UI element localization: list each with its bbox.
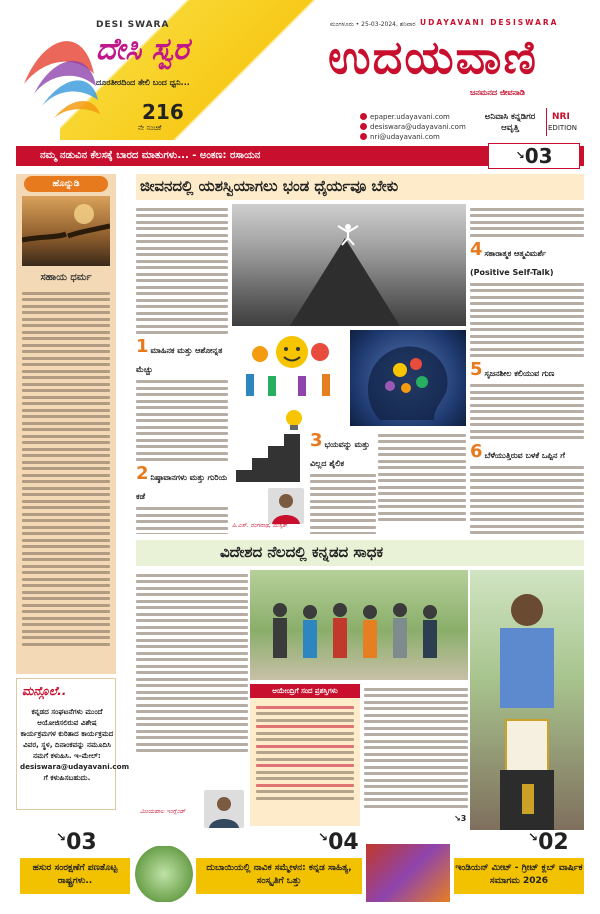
dance-performance-photo bbox=[366, 844, 450, 902]
contact-epaper[interactable]: epaper.udayavani.com bbox=[360, 112, 466, 122]
newspaper-title: ಉದಯವಾಣಿ bbox=[328, 30, 538, 84]
group-people-icon bbox=[250, 570, 468, 680]
author1-avatar bbox=[268, 488, 304, 524]
article2-group-photo bbox=[250, 570, 468, 680]
arrow-icon: ↘ bbox=[515, 149, 525, 162]
contact-list bbox=[360, 112, 466, 142]
teaser-3-page[interactable]: ↘02 bbox=[528, 830, 569, 855]
emoji-faces-illustration bbox=[232, 330, 346, 402]
promo-heading: ಮನ್ಗೊಲೆ.. bbox=[22, 684, 67, 698]
issue-date: ಮಂಗಳೂರು • 25-03-2024, ಶನಿವಾರ bbox=[330, 21, 416, 28]
brain-emotions-illustration bbox=[350, 330, 466, 426]
awards-box bbox=[250, 684, 360, 826]
sidebar-title: ಸಹಾಯ ಧರ್ಮ bbox=[40, 272, 92, 283]
brand-line-a: UDAYAVANI bbox=[420, 18, 486, 27]
author2-avatar bbox=[204, 790, 244, 828]
teaser-1[interactable]: ಹಸುರ ಸಂರಕ್ಷಣೆಗೆ ಪಣತೊಟ್ಟ ರಾಷ್ಟ್ರಗಳು.. bbox=[20, 858, 130, 894]
newspaper-tagline: ಜನಮನದ ಜೀವನಾಡಿ bbox=[470, 88, 525, 97]
stairs-lightbulb-illustration bbox=[232, 406, 310, 486]
article1-title[interactable]: ಜೀವನದಲ್ಲಿ ಯಶಸ್ವಿಯಾಗಲು ಭಂಡ ಧೈರ್ಯವೂ ಬೇಕು bbox=[140, 177, 399, 195]
mail-icon bbox=[360, 123, 367, 130]
teaser-banner-text: ನಮ್ಮ ನಡುವಿನ ಕೆಲಸಕ್ಕೆ ಬಾರದ ಮಾತುಗಳು... - ಅಂಕಣ: ರಸಾಯನ bbox=[40, 150, 261, 161]
desiswara-tagline: ದೂರತೀರದಿಂದ ತೇಲಿ ಬಂದ ಧ್ವನಿ... bbox=[96, 78, 190, 87]
green-globe-icon bbox=[134, 846, 194, 902]
arrow-icon: ↘ bbox=[528, 830, 539, 844]
article1-column-1 bbox=[136, 204, 228, 534]
sidebar-body-text bbox=[22, 288, 110, 668]
author2-name: ವಿಜಯಪಾಲ ಇಂಗ್ಲೆಂಡ್ bbox=[140, 808, 186, 815]
person-icon bbox=[204, 790, 244, 828]
arrow-icon: ↘ bbox=[56, 830, 67, 844]
contact-desiswara-email[interactable]: desiswara@udayavani.com bbox=[360, 122, 466, 132]
article1-subhead-4: 4 ಸಕಾರಾತ್ಮಕ ಆತ್ಮವಿಮರ್ಶೆ (Positive Self-Talk) bbox=[470, 238, 554, 277]
article1-subhead-1: 1 ಮಾಹಿನಕ ಮತ್ತು ಆಶೋನ್ನತ ಮೆಚ್ಚು bbox=[136, 336, 223, 374]
sidebar-heading: ಹೊನ್ನುಡಿ bbox=[24, 176, 108, 192]
teaser-1-page[interactable]: ↘03 bbox=[56, 830, 97, 855]
issue-number: 216 bbox=[142, 100, 184, 124]
article2-column-3 bbox=[364, 684, 468, 826]
globe-icon bbox=[360, 113, 367, 120]
teaser-3[interactable]: ಇಂಡಿಯನ್ ಮೀಟ್ - ಗ್ರೀಟ್ ಕ್ಲಬ್ ವಾರ್ಷಿಕ ಸಮಾಗಮ 2026 bbox=[454, 858, 584, 894]
desiswara-label: DESI SWARA bbox=[96, 20, 170, 30]
article2-award-photo bbox=[470, 570, 584, 840]
article2-title[interactable]: ವಿದೇಶದ ನೆಲದಲ್ಲಿ ಕನ್ನಡದ ಸಾಧಕ bbox=[220, 543, 384, 561]
teaser-2[interactable]: ದುಬಾಯಿಯಲ್ಲಿ ನಾವಿಕ ಸಮ್ಮೇಳನ: ಕನ್ನಡ ಸಾಹಿತ್ಯ, ಸಂಸ್ಕೃತಿಗೆ ಒತ್ತು bbox=[196, 858, 362, 894]
article1-subhead-5: 5 ಸೃಜನಶೀಲ ಕಲಿಯುವ ಗುಣ bbox=[470, 359, 555, 380]
awards-box-heading: ಆಯೇಂದ್ರಿಗೆ ಸಂದ ಪ್ರಶಸ್ತಿಗಳು bbox=[250, 684, 360, 698]
brand-line-b: DESISWARA bbox=[490, 18, 559, 27]
article1-subhead-2: 2 ನಿಷ್ಠಾವಾನಗಳು ಮತ್ತು ಗುರಿಯ ಕಡೆ bbox=[136, 463, 228, 501]
continued-marker: ↘3 bbox=[454, 814, 467, 823]
author1-name: ಪಿ.ಎಸ್. ರಂಗನಾಥ, ಮಸ್ಕತ್ bbox=[232, 522, 288, 529]
teaser-banner-page[interactable]: ↘03 bbox=[488, 143, 580, 169]
issue-label: ನೇ ಸಂಚಿಕೆ bbox=[138, 124, 162, 132]
promo-text: ಕನ್ನಡದ ಸಂಘಟನೆಗಳು ಮುಂದೆ ಆಯೋಜಿಸಲಿರುವ ವಿಶೇಷ ಕಾರ್ಯಕ್ರಮಗಳ ಕುರಿತಾದ ಕಾರ್ಯಕ್ರಮದ ವಿವರ, ಸ್ಥಳ, ದಿನಾಂಕವನ್ನು ನಮೂದಿಸಿ ನಮಗೆ ಕಳುಹಿಸಿ. ಇ-ಮೇಲ್: desiswara@udayavani.com ಗೆ ಕಳುಹಿಸಬಹುದು. bbox=[20, 707, 130, 782]
nri-label: NRI bbox=[552, 112, 570, 122]
person-icon bbox=[268, 488, 304, 524]
award-recipient-icon bbox=[470, 570, 584, 840]
nri-edition-label: EDITION bbox=[548, 124, 577, 132]
article1-subhead-6: 6 ಬೆಳೆಯುತ್ತಿರುವ ಬಳಕೆ ಒಪ್ಪಿನ ಗೆ bbox=[470, 441, 565, 462]
desiswara-kannada-title: ದೇಸಿ ಸ್ವರ bbox=[96, 32, 189, 67]
contact-nri-email[interactable]: nri@udayavani.com bbox=[360, 132, 466, 142]
helping-hands-icon bbox=[22, 196, 110, 266]
sidebar-photo bbox=[22, 196, 110, 266]
article1-subhead-3: 3 ಭಯವನ್ನು ಮತ್ತು ವಿಲ್ಲದ ಶೈಲಿಕ bbox=[310, 430, 370, 468]
climber-figure-icon bbox=[328, 222, 368, 246]
article1-column-3 bbox=[470, 204, 584, 534]
brand-line bbox=[420, 18, 558, 27]
arrow-icon: ↘ bbox=[318, 830, 329, 844]
teaser-2-page[interactable]: ↘04 bbox=[318, 830, 359, 855]
article1-column-2c bbox=[378, 430, 466, 534]
mail-icon bbox=[360, 133, 367, 140]
nri-kannada-label: ಅನಿವಾಸಿ ಕನ್ನಡಿಗರ ಆವೃತ್ತಿ bbox=[484, 112, 536, 133]
article1-column-2b bbox=[310, 430, 376, 534]
mountain-peak-shape bbox=[290, 238, 400, 326]
